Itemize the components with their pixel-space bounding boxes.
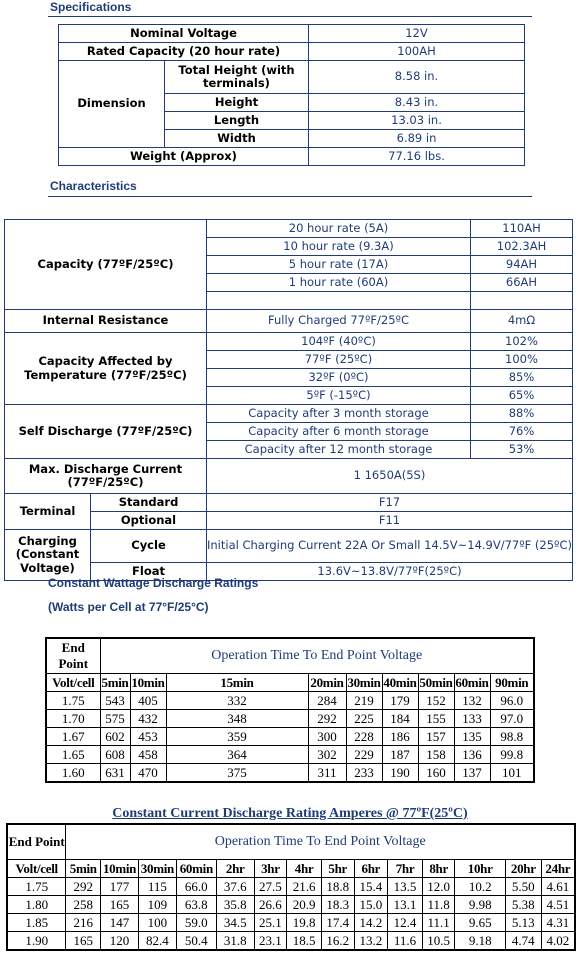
max-discharge-label: Max. Discharge Current (77ºF/25ºC) [5, 459, 207, 494]
table-row [46, 764, 534, 783]
table-cell: 165 [101, 896, 139, 914]
table-row [7, 878, 575, 896]
constant-wattage-heading: Constant Wattage Discharge Ratings [48, 576, 259, 590]
table-cell: 332 [166, 692, 308, 710]
table-cell: 165 [66, 932, 101, 951]
table-row [5, 530, 573, 563]
column-header: 8hr [422, 860, 455, 878]
weight-value: 77.16 lbs. [309, 148, 525, 166]
table-row [46, 674, 534, 692]
temperature-cell: 104ºF (40ºC) [207, 333, 471, 351]
table-cell: 15.4 [354, 878, 388, 896]
table-row [59, 43, 525, 61]
table-cell: 97.0 [490, 710, 534, 728]
table-cell: 258 [66, 896, 101, 914]
table-cell: 186 [382, 728, 418, 746]
capacity-label: Capacity (77ºF/25ºC) [5, 220, 207, 310]
table-row [46, 710, 534, 728]
table-cell: 16.2 [321, 932, 354, 951]
table-cell: 13.2 [354, 932, 388, 951]
characteristics-heading: Characteristics [50, 179, 137, 193]
table-row [7, 914, 575, 932]
table-cell: 120 [101, 932, 139, 951]
weight-label: Weight (Approx) [59, 148, 309, 166]
end-point-volt: 1.65 [46, 746, 100, 764]
table-cell: 9.65 [455, 914, 505, 932]
table-cell: 158 [418, 746, 454, 764]
table-cell: 14.2 [354, 914, 388, 932]
empty-cell [471, 292, 573, 310]
terminal-label: Terminal [5, 494, 91, 530]
table-cell: 302 [308, 746, 346, 764]
height-label: Height [165, 94, 309, 112]
table-cell: 135 [454, 728, 490, 746]
table-cell: 99.8 [490, 746, 534, 764]
voltcell-label: Volt/cell [46, 674, 100, 692]
operation-time-label: Operation Time To End Point Voltage [100, 638, 534, 674]
column-header: 20min [308, 674, 346, 692]
column-header: 10min [101, 860, 139, 878]
table-cell: 109 [138, 896, 176, 914]
end-point-volt: 1.67 [46, 728, 100, 746]
table-cell: 4.31 [541, 914, 575, 932]
table-cell: 37.6 [216, 878, 254, 896]
table-cell: 631 [100, 764, 130, 783]
table-cell: 50.4 [176, 932, 216, 951]
standard-value: F17 [207, 494, 573, 512]
capacity-value: 102.3AH [471, 238, 573, 256]
table-cell: 179 [382, 692, 418, 710]
table-cell: 9.98 [455, 896, 505, 914]
table-cell: 13.1 [388, 896, 423, 914]
total-height-value: 8.58 in. [309, 61, 525, 94]
self-discharge-label: Self Discharge (77ºF/25ºC) [5, 405, 207, 459]
table-cell: 219 [346, 692, 382, 710]
table-cell: 133 [454, 710, 490, 728]
constant-current-title: Constant Current Discharge Rating Amperes @ 77ºF(25ºC) [112, 806, 468, 821]
table-cell: 177 [101, 878, 139, 896]
temperature-value: 85% [471, 369, 573, 387]
table-cell: 4.51 [541, 896, 575, 914]
table-cell: 10.5 [422, 932, 455, 951]
optional-label: Optional [91, 512, 207, 530]
temperature-cell: 5ºF (-15ºC) [207, 387, 471, 405]
table-cell: 228 [346, 728, 382, 746]
table-cell: 101 [490, 764, 534, 783]
column-header: 24hr [541, 860, 575, 878]
table-cell: 359 [166, 728, 308, 746]
table-cell: 4.61 [541, 878, 575, 896]
specifications-rule [48, 16, 532, 17]
table-cell: 152 [418, 692, 454, 710]
table-cell: 115 [138, 878, 176, 896]
column-header: 6hr [354, 860, 388, 878]
table-row [46, 728, 534, 746]
characteristics-table [4, 219, 573, 581]
temperature-cell: 77ºF (25ºC) [207, 351, 471, 369]
internal-resistance-label: Internal Resistance [5, 310, 207, 333]
table-cell: 59.0 [176, 914, 216, 932]
nominal-voltage-value: 12V [309, 25, 525, 43]
table-cell: 5.13 [505, 914, 541, 932]
table-cell: 98.8 [490, 728, 534, 746]
table-cell: 160 [418, 764, 454, 783]
width-value: 6.89 in [309, 130, 525, 148]
table-cell: 190 [382, 764, 418, 783]
table-cell: 458 [130, 746, 166, 764]
table-cell: 184 [382, 710, 418, 728]
table-cell: 4.74 [505, 932, 541, 951]
table-cell: 26.6 [254, 896, 287, 914]
table-cell: 364 [166, 746, 308, 764]
table-row [5, 333, 573, 351]
table-row [46, 746, 534, 764]
table-cell: 157 [418, 728, 454, 746]
end-point-volt: 1.80 [7, 896, 66, 914]
storage-value: 76% [471, 423, 573, 441]
table-row [46, 638, 534, 674]
table-cell: 375 [166, 764, 308, 783]
table-cell: 147 [101, 914, 139, 932]
table-cell: 292 [308, 710, 346, 728]
table-cell: 284 [308, 692, 346, 710]
table-cell: 311 [308, 764, 346, 783]
end-point-volt: 1.75 [7, 878, 66, 896]
capacity-rate: 10 hour rate (9.3A) [207, 238, 471, 256]
capacity-rate: 1 hour rate (60A) [207, 274, 471, 292]
temperature-value: 100% [471, 351, 573, 369]
cycle-label: Cycle [91, 530, 207, 563]
table-cell: 155 [418, 710, 454, 728]
table-cell: 18.8 [321, 878, 354, 896]
table-cell: 348 [166, 710, 308, 728]
end-point-volt: 1.70 [46, 710, 100, 728]
table-cell: 63.8 [176, 896, 216, 914]
table-row [7, 896, 575, 914]
end-point-label: End Point [7, 824, 66, 860]
table-cell: 187 [382, 746, 418, 764]
column-header: 5min [66, 860, 101, 878]
storage-cell: Capacity after 6 month storage [207, 423, 471, 441]
temperature-value: 102% [471, 333, 573, 351]
table-cell: 20.9 [287, 896, 322, 914]
column-header: 60min [455, 674, 489, 690]
table-row [59, 25, 525, 43]
table-cell: 15.0 [354, 896, 388, 914]
column-header: 90min [490, 674, 534, 692]
table-cell: 35.8 [216, 896, 254, 914]
width-label: Width [165, 130, 309, 148]
column-header: 60min [176, 860, 216, 878]
table-cell: 66.0 [176, 878, 216, 896]
cycle-value: Initial Charging Current 22A Or Small 14.5V~14.9V/77ºF (25ºC) [207, 530, 573, 563]
capacity-rate: 20 hour rate (5A) [207, 220, 471, 238]
nominal-voltage-label: Nominal Voltage [59, 25, 309, 43]
table-cell: 18.3 [321, 896, 354, 914]
table-cell: 11.1 [422, 914, 455, 932]
table-cell: 132 [454, 692, 490, 710]
capacity-value: 94AH [471, 256, 573, 274]
table-row [5, 459, 573, 494]
column-header: 2hr [216, 860, 254, 878]
table-cell: 11.6 [388, 932, 423, 951]
table-cell: 23.1 [254, 932, 287, 951]
total-height-label: Total Height (with terminals) [165, 61, 309, 94]
float-value: 13.6V~13.8V/77ºF(25ºC) [207, 563, 573, 581]
table-cell: 543 [100, 692, 130, 710]
internal-resistance-condition: Fully Charged 77ºF/25ºC [207, 310, 471, 333]
storage-cell: Capacity after 12 month storage [207, 441, 471, 459]
table-cell: 9.18 [455, 932, 505, 951]
table-cell: 229 [346, 746, 382, 764]
table-cell: 575 [100, 710, 130, 728]
table-row [7, 860, 575, 878]
table-cell: 5.50 [505, 878, 541, 896]
column-header: 50min [419, 674, 453, 690]
capacity-rate: 5 hour rate (17A) [207, 256, 471, 274]
end-point-volt: 1.75 [46, 692, 100, 710]
table-row [59, 148, 525, 166]
table-cell: 602 [100, 728, 130, 746]
operation-time-label: Operation Time To End Point Voltage [66, 824, 575, 860]
internal-resistance-value: 4mΩ [471, 310, 573, 333]
column-header: 40min [383, 674, 417, 690]
table-cell: 25.1 [254, 914, 287, 932]
end-point-volt: 1.60 [46, 764, 100, 783]
table-row [5, 220, 573, 238]
table-cell: 4.02 [541, 932, 575, 951]
height-value: 8.43 in. [309, 94, 525, 112]
temperature-cell: 32ºF (0ºC) [207, 369, 471, 387]
column-header: 4hr [287, 860, 322, 878]
capacity-value: 66AH [471, 274, 573, 292]
length-value: 13.03 in. [309, 112, 525, 130]
table-cell: 233 [346, 764, 382, 783]
table-cell: 225 [346, 710, 382, 728]
storage-value: 53% [471, 441, 573, 459]
table-cell: 100 [138, 914, 176, 932]
storage-cell: Capacity after 3 month storage [207, 405, 471, 423]
column-header: 3hr [254, 860, 287, 878]
table-cell: 31.8 [216, 932, 254, 951]
table-row [7, 824, 575, 860]
constant-wattage-subheading: (Watts per Cell at 77°F/25°C) [48, 600, 209, 614]
table-cell: 12.0 [422, 878, 455, 896]
table-row [59, 61, 525, 94]
column-header: 30min [347, 674, 381, 690]
table-row [5, 494, 573, 512]
standard-label: Standard [91, 494, 207, 512]
table-row [7, 932, 575, 951]
characteristics-rule [48, 196, 532, 197]
table-cell: 17.4 [321, 914, 354, 932]
table-cell: 27.5 [254, 878, 287, 896]
table-cell: 11.8 [422, 896, 455, 914]
table-cell: 216 [66, 914, 101, 932]
table-cell: 405 [130, 692, 166, 710]
float-label: Float [91, 563, 207, 581]
column-header: 7hr [388, 860, 423, 878]
rated-capacity-value: 100AH [309, 43, 525, 61]
table-cell: 5.38 [505, 896, 541, 914]
table-cell: 300 [308, 728, 346, 746]
constant-wattage-table [45, 637, 535, 783]
constant-current-table [6, 823, 576, 951]
table-cell: 453 [130, 728, 166, 746]
specifications-heading: Specifications [50, 0, 132, 14]
table-row [5, 405, 573, 423]
table-row [46, 692, 534, 710]
column-header: 10hr [455, 860, 505, 878]
voltcell-label: Volt/cell [7, 860, 66, 878]
empty-cell [207, 292, 471, 310]
column-header: 10min [131, 674, 165, 690]
specifications-table [58, 24, 525, 166]
capacity-value: 110AH [471, 220, 573, 238]
table-cell: 470 [130, 764, 166, 783]
end-point-volt: 1.90 [7, 932, 66, 951]
table-cell: 136 [454, 746, 490, 764]
table-cell: 432 [130, 710, 166, 728]
length-label: Length [165, 112, 309, 130]
column-header: 15min [166, 674, 308, 692]
table-row [5, 310, 573, 333]
temperature-capacity-label: Capacity Affected by Temperature (77ºF/25ºC) [5, 333, 207, 405]
table-cell: 82.4 [138, 932, 176, 951]
table-cell: 292 [66, 878, 101, 896]
column-header: 5min [101, 674, 129, 690]
table-cell: 608 [100, 746, 130, 764]
max-discharge-value: 1 1650A(5S) [207, 459, 573, 494]
optional-value: F11 [207, 512, 573, 530]
table-cell: 21.6 [287, 878, 322, 896]
temperature-value: 65% [471, 387, 573, 405]
table-cell: 18.5 [287, 932, 322, 951]
charging-label: Charging (Constant Voltage) [5, 530, 91, 581]
rated-capacity-label: Rated Capacity (20 hour rate) [59, 43, 309, 61]
table-cell: 96.0 [490, 692, 534, 710]
end-point-volt: 1.85 [7, 914, 66, 932]
storage-value: 88% [471, 405, 573, 423]
table-cell: 34.5 [216, 914, 254, 932]
dimension-label: Dimension [59, 61, 165, 148]
end-point-label: End Point [46, 638, 100, 674]
table-cell: 19.8 [287, 914, 322, 932]
column-header: 30min [138, 860, 176, 878]
table-cell: 137 [454, 764, 490, 783]
table-cell: 10.2 [455, 878, 505, 896]
column-header: 5hr [321, 860, 354, 878]
table-cell: 13.5 [388, 878, 423, 896]
column-header: 20hr [505, 860, 541, 878]
table-row [5, 512, 573, 530]
table-cell: 12.4 [388, 914, 423, 932]
